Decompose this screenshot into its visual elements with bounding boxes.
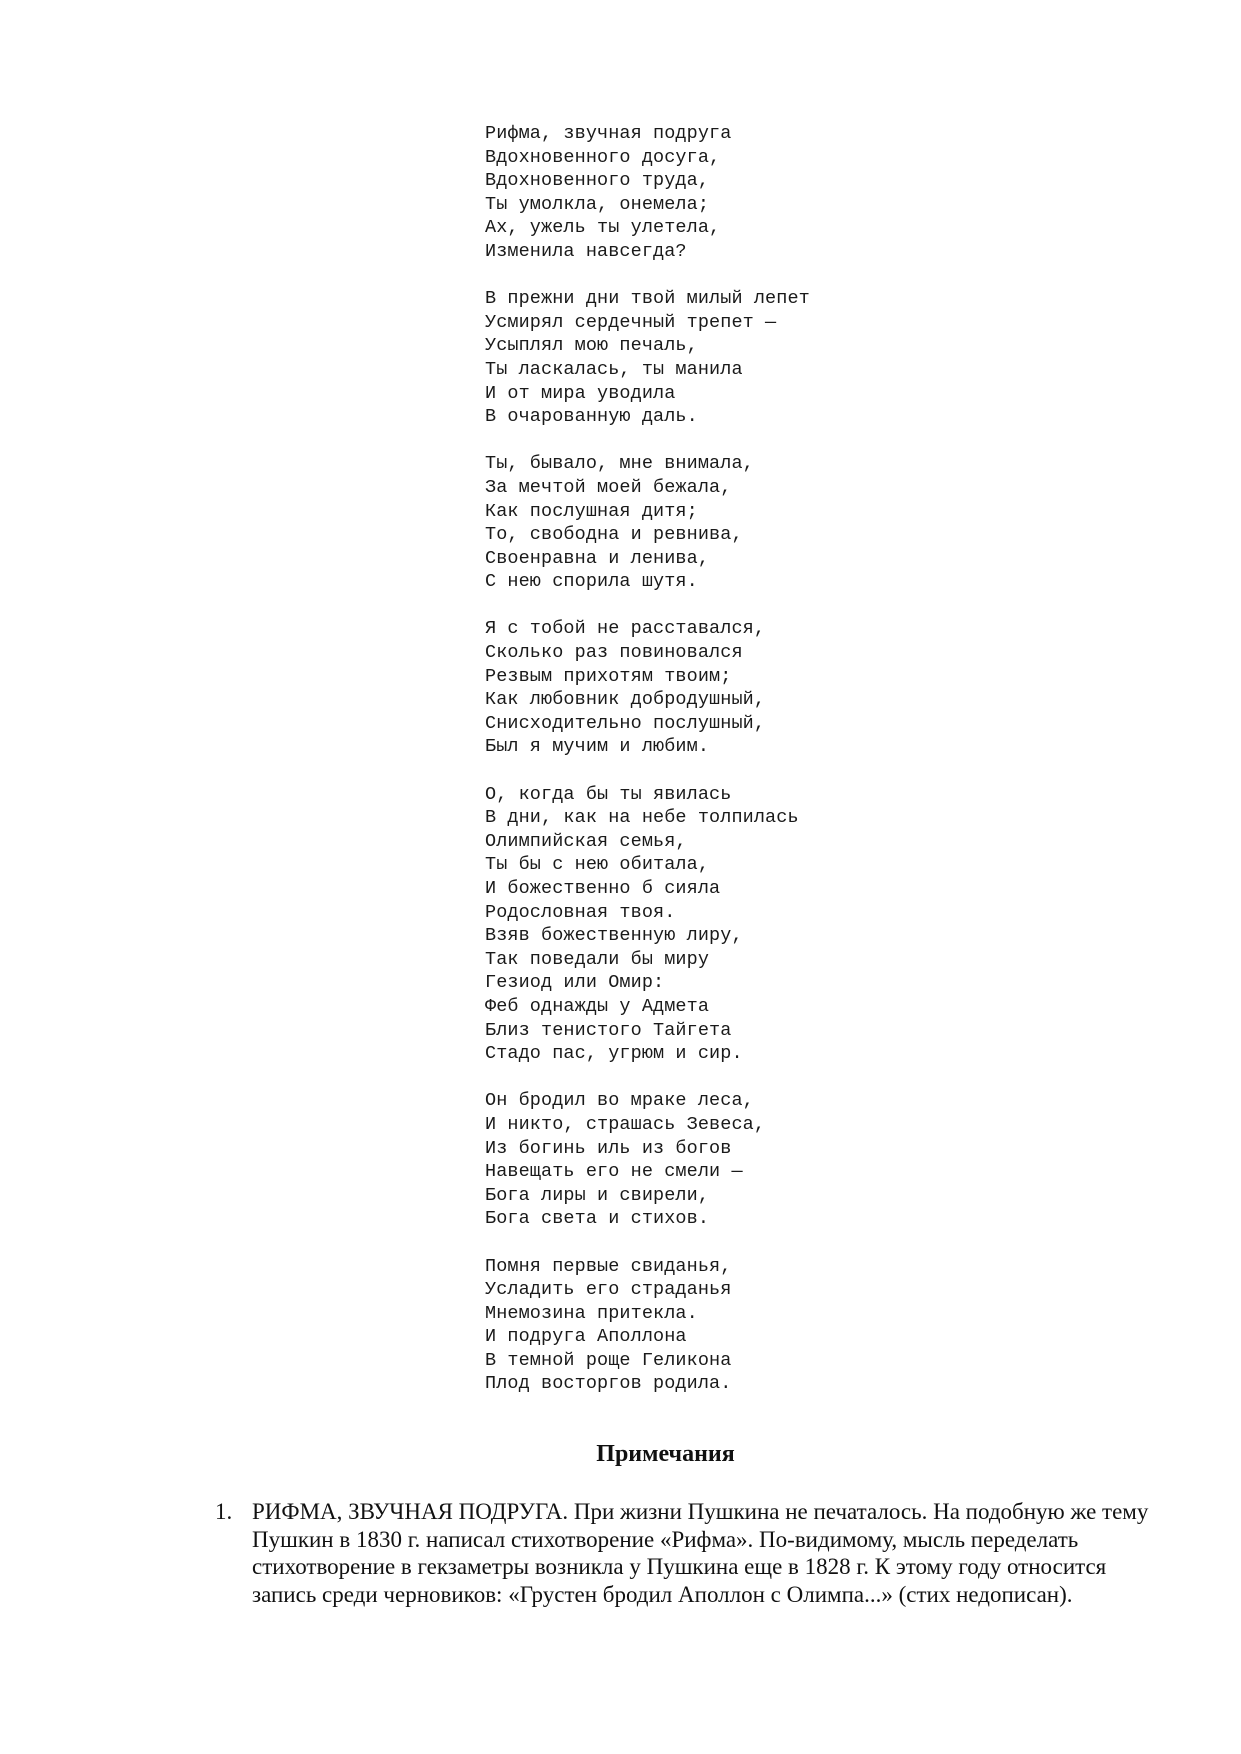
poem-line: Усладить его страданья [485,1279,732,1301]
poem-line: С нею спорила шутя. [485,571,698,593]
poem-line: Он бродил во мраке леса, [485,1090,754,1112]
poem-stanza [485,617,1005,759]
poem-line: Феб однажды у Адмета [485,995,710,1017]
poem-stanza [485,122,1005,264]
note-number: 1. [215,1499,233,1524]
poem-line: Олимпийская семья, [485,830,687,852]
poem-line: Ты умолкла, онемела; [485,193,710,215]
poem-line: Гезиод или Омир: [485,972,665,994]
poem-line: В дни, как на небе толпилась [485,807,799,829]
poem-line: Вдохновенного досуга, [485,146,721,168]
poem-stanza [485,1089,1005,1231]
poem-line: Усмирял сердечный трепет — [485,311,777,333]
poem-line: Как любовник добродушный, [485,689,766,711]
poem-line: Мнемозина притекла. [485,1302,698,1324]
poem-line: Навещать его не смели — [485,1161,743,1183]
poem-line: В прежни дни твой милый лепет [485,288,810,310]
poem-stanza [485,452,1005,594]
notes-heading: Примечания [596,1441,735,1467]
poem-stanza [485,783,1005,1066]
poem-line: В темной роще Геликона [485,1349,732,1371]
poem-line: Ты бы с нею обитала, [485,854,710,876]
poem-stanza [485,287,1005,429]
poem-line: В очарованную даль. [485,406,698,428]
poem-line: Так поведали бы миру [485,948,710,970]
poem-line: То, свободна и ревнива, [485,524,743,546]
poem-line: За мечтой моей бежала, [485,476,732,498]
poem-line: Изменила навсегда? [485,240,687,262]
poem-line: Бога света и стихов. [485,1208,710,1230]
poem-line: Бога лиры и свирели, [485,1184,710,1206]
note-item [215,1498,1155,1608]
poem-line: Стадо пас, угрюм и сир. [485,1043,743,1065]
poem-line: Взяв божественную лиру, [485,925,743,947]
poem-line: Близ тенистого Тайгета [485,1019,732,1041]
poem-line: Был я мучим и любим. [485,736,710,758]
poem-line: Ты, бывало, мне внимала, [485,453,754,475]
note-text: РИФМА, ЗВУЧНАЯ ПОДРУГА. При жизни Пушкина не печаталось. На подобную же тему Пушкин в 1830 г. написал стихотворение «Рифма». По-видимому, мысль переделать стихотворение в гекзаметры возникла у Пушкина еще в 1828 г. К этому году относится запись среди черновиков: «Грустен бродил Аполлон с Олимпа...» (стих недописан). [252,1499,1149,1607]
poem-line: И никто, страшась Зевеса, [485,1113,766,1135]
poem-line: О, когда бы ты явилась [485,783,732,805]
poem-line: Родословная твоя. [485,901,676,923]
poem-line: Ты ласкалась, ты манила [485,358,743,380]
poem-line: Из богинь иль из богов [485,1137,732,1159]
poem-line: Плод восторгов родила. [485,1373,732,1395]
poem-line: Усыплял мою печаль, [485,335,698,357]
poem-line: Вдохновенного труда, [485,170,710,192]
poem-line: Снисходительно послушный, [485,712,766,734]
poem-line: Как послушная дитя; [485,500,698,522]
poem-stanza [485,1255,1005,1397]
poem-line: Помня первые свиданья, [485,1255,732,1277]
poem-line: И от мира уводила [485,382,676,404]
poem-line: Рифма, звучная подруга [485,123,732,144]
poem-line: Я с тобой не расставался, [485,618,766,640]
poem-text [485,122,1005,1396]
poem-line: Своенравна и ленива, [485,547,710,569]
poem-line: И подруга Аполлона [485,1326,687,1348]
poem-line: Резвым прихотям твоим; [485,665,732,687]
poem-line: Ах, ужель ты улетела, [485,217,721,239]
poem-line: И божественно б сияла [485,878,721,899]
notes-list [215,1498,1155,1608]
poem-line: Сколько раз повиновался [485,642,743,664]
